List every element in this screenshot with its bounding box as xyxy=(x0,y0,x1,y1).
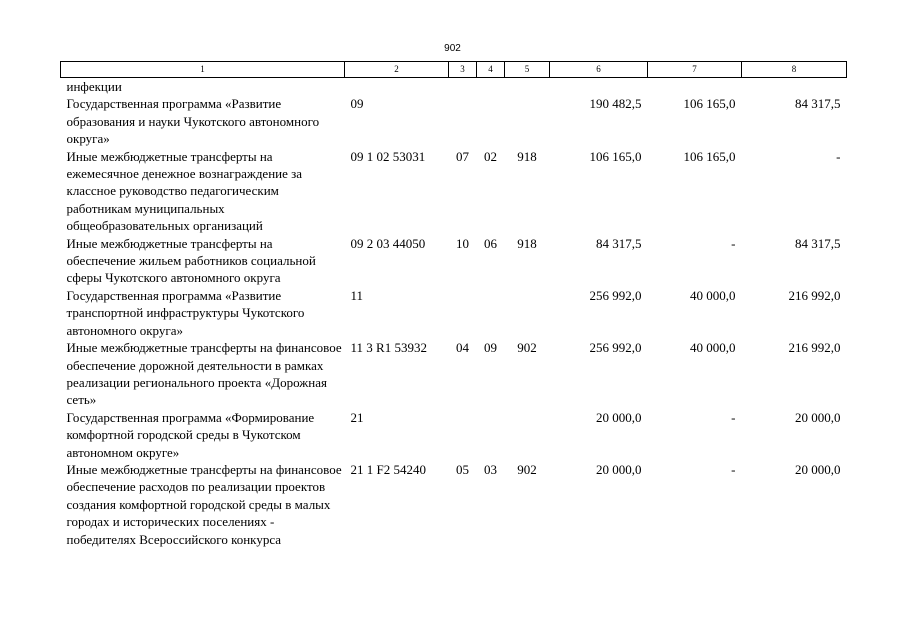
item-regional: 84 317,5 xyxy=(795,96,841,112)
item-code: 11 3 R1 53932 xyxy=(350,340,427,356)
item-name: Иные межбюджетные трансферты на финансовое обеспечение дорожной деятельности в рамках реализации регионального проекта «Дорожная сеть» xyxy=(66,340,342,408)
item-grbs: 902 xyxy=(517,340,537,356)
item-section xyxy=(449,78,477,96)
item-total: 256 992,0 xyxy=(589,287,642,303)
item-federal: - xyxy=(731,235,736,251)
page-number: 902 xyxy=(444,43,461,54)
item-name: Иные межбюджетные трансферты на ежемесячное денежное вознаграждение за классное руководство педагогическим работникам муниципальных общеобразовательных организаций xyxy=(66,148,303,234)
item-code: 21 xyxy=(350,409,364,425)
item-code: 11 xyxy=(350,287,364,303)
item-section: 10 xyxy=(456,235,469,251)
item-section xyxy=(449,409,477,461)
item-federal: 40 000,0 xyxy=(690,340,736,356)
item-regional: - xyxy=(836,148,841,164)
item-code: 21 1 F2 54240 xyxy=(350,461,426,477)
item-regional: 20 000,0 xyxy=(795,409,841,425)
item-federal: 40 000,0 xyxy=(690,287,736,303)
item-federal xyxy=(648,78,742,96)
table-row xyxy=(61,235,847,287)
item-grbs: 918 xyxy=(517,235,537,251)
table-row xyxy=(61,339,847,409)
item-grbs: 918 xyxy=(517,148,537,164)
table-row xyxy=(61,95,847,147)
item-subsection xyxy=(477,409,505,461)
item-grbs xyxy=(505,78,550,96)
item-subsection xyxy=(477,95,505,147)
table-row xyxy=(61,78,847,96)
item-regional xyxy=(742,78,847,96)
item-total: 190 482,5 xyxy=(589,96,642,112)
column-header: 5 xyxy=(505,62,550,78)
item-code xyxy=(345,78,449,96)
item-name: Государственная программа «Развитие транспортной инфраструктуры Чукотского автономного округа» xyxy=(66,287,305,338)
column-header: 7 xyxy=(648,62,742,78)
table-row xyxy=(61,148,847,235)
item-grbs xyxy=(505,95,550,147)
item-name: Государственная программа «Формирование комфортной городской среды в Чукотском автономном округе» xyxy=(66,409,315,460)
item-regional: 216 992,0 xyxy=(788,340,841,356)
item-name: инфекции xyxy=(66,79,122,94)
item-total: 20 000,0 xyxy=(596,461,642,477)
item-section: 05 xyxy=(456,461,469,477)
item-section xyxy=(449,287,477,339)
item-federal: - xyxy=(731,461,736,477)
item-subsection: 02 xyxy=(484,148,497,164)
item-name: Государственная программа «Развитие образования и науки Чукотского автономного округа» xyxy=(66,96,320,147)
item-grbs: 902 xyxy=(517,461,537,477)
table-header-row xyxy=(61,62,847,78)
item-name: Иные межбюджетные трансферты на обеспечение жильем работников социальной сферы Чукотского автономного округа xyxy=(66,235,316,286)
table-row xyxy=(61,409,847,461)
item-regional: 84 317,5 xyxy=(795,235,841,251)
item-subsection: 03 xyxy=(484,461,497,477)
item-section xyxy=(449,95,477,147)
table-row xyxy=(61,287,847,339)
column-header: 4 xyxy=(477,62,505,78)
item-code: 09 xyxy=(350,96,364,112)
item-regional: 20 000,0 xyxy=(795,461,841,477)
table-row xyxy=(61,461,847,548)
item-subsection: 06 xyxy=(484,235,497,251)
item-section: 04 xyxy=(456,340,469,356)
item-code: 09 1 02 53031 xyxy=(350,148,426,164)
column-header: 8 xyxy=(742,62,847,78)
item-total: 20 000,0 xyxy=(596,409,642,425)
column-header: 1 xyxy=(61,62,345,78)
column-header: 6 xyxy=(550,62,648,78)
item-subsection xyxy=(477,287,505,339)
item-subsection: 09 xyxy=(484,340,497,356)
item-subsection xyxy=(477,78,505,96)
column-header: 2 xyxy=(345,62,449,78)
item-grbs xyxy=(505,409,550,461)
item-grbs xyxy=(505,287,550,339)
item-federal: - xyxy=(731,409,736,425)
item-total: 256 992,0 xyxy=(589,340,642,356)
item-total: 84 317,5 xyxy=(596,235,642,251)
item-total: 106 165,0 xyxy=(589,148,642,164)
item-federal: 106 165,0 xyxy=(683,96,736,112)
item-name: Иные межбюджетные трансферты на финансовое обеспечение расходов по реализации проектов создания комфортной городской среды в малых городах и исторических поселениях - победителях Всероссийского конкурса xyxy=(66,461,342,547)
item-total xyxy=(550,78,648,96)
column-header: 3 xyxy=(449,62,477,78)
budget-table xyxy=(60,61,847,548)
item-regional: 216 992,0 xyxy=(788,287,841,303)
item-code: 09 2 03 44050 xyxy=(350,235,426,251)
item-federal: 106 165,0 xyxy=(683,148,736,164)
item-section: 07 xyxy=(456,148,469,164)
